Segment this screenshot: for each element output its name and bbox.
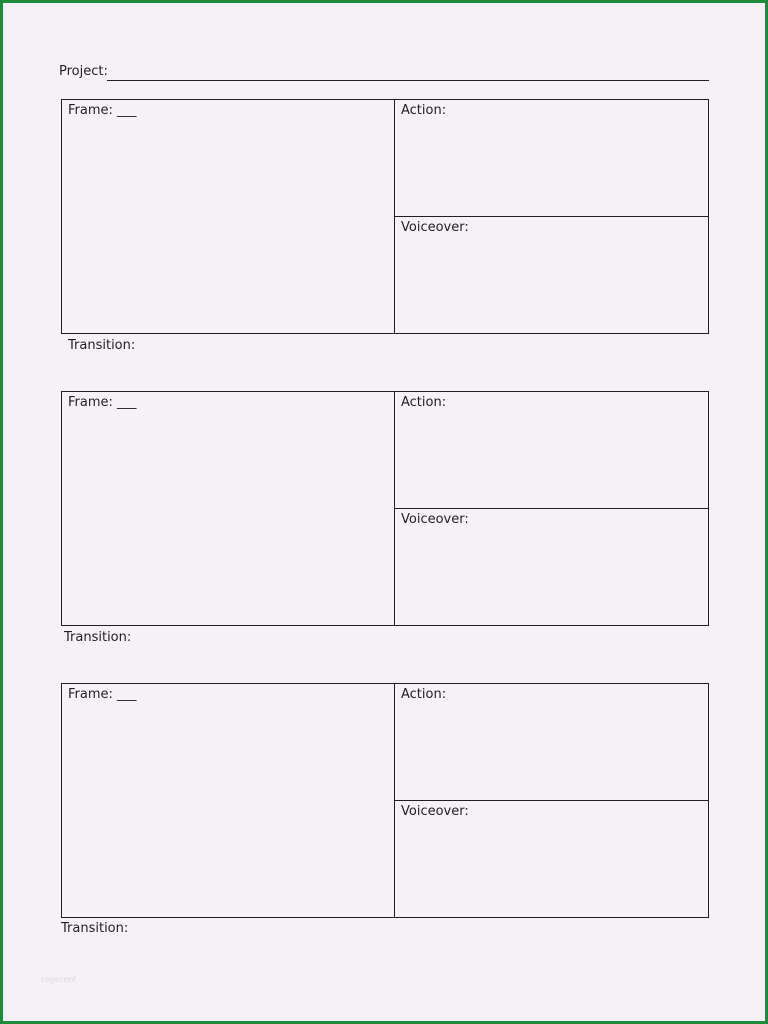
watermark: rogecent: [41, 975, 77, 984]
transition-label: Transition:: [64, 630, 132, 645]
voiceover-label: Voiceover:: [401, 220, 469, 235]
project-label: Project:: [59, 64, 108, 79]
storyboard-panel-3: [61, 683, 709, 918]
frame-label: Frame: ___: [68, 103, 137, 118]
transition-label: Transition:: [61, 921, 129, 936]
frame-label: Frame: ___: [68, 687, 137, 702]
frame-label: Frame: ___: [68, 395, 137, 410]
action-label: Action:: [401, 687, 447, 702]
action-label: Action:: [401, 103, 447, 118]
action-box[interactable]: [395, 684, 708, 801]
frame-box[interactable]: [62, 100, 395, 333]
frame-box[interactable]: [62, 392, 395, 625]
action-label: Action:: [401, 395, 447, 410]
project-input-line[interactable]: [107, 80, 709, 81]
voiceover-box[interactable]: [395, 801, 708, 917]
voiceover-label: Voiceover:: [401, 512, 469, 527]
storyboard-panel-2: [61, 391, 709, 626]
voiceover-label: Voiceover:: [401, 804, 469, 819]
storyboard-panel-1: [61, 99, 709, 334]
voiceover-box[interactable]: [395, 509, 708, 625]
frame-box[interactable]: [62, 684, 395, 917]
transition-label: Transition:: [68, 338, 136, 353]
action-box[interactable]: [395, 392, 708, 509]
voiceover-box[interactable]: [395, 217, 708, 333]
action-box[interactable]: [395, 100, 708, 217]
